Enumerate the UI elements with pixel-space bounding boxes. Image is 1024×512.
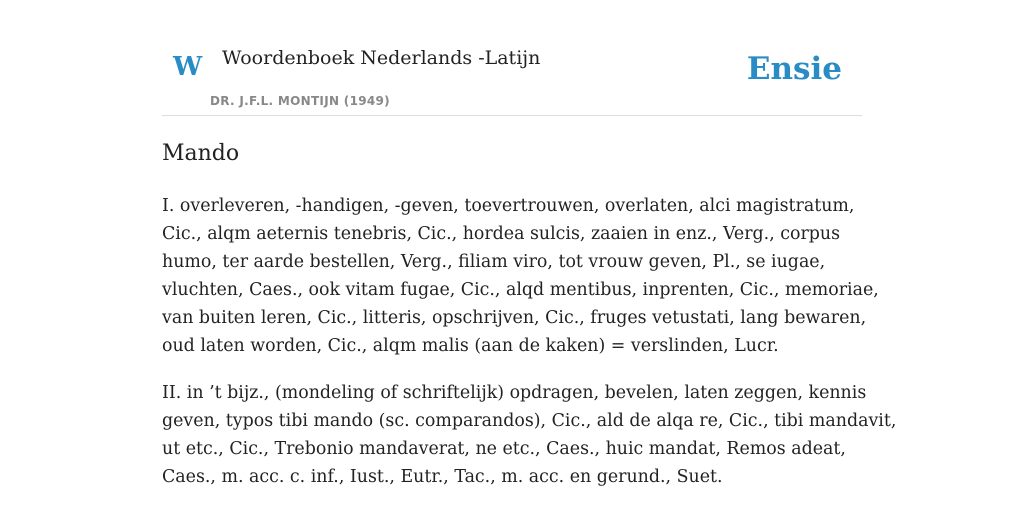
definition-line: I. overleveren, -handigen, -geven, toevertrouwen, overlaten, alci magistratum, [162, 196, 855, 216]
definition-line: II. in ’t bijz., (mondeling of schriftelijk) opdragen, bevelen, laten zeggen, kennis [162, 383, 867, 403]
ensie-brand-logo[interactable]: Ensie [746, 51, 842, 87]
definition-line: geven, typos tibi mando (sc. comparandos), Cic., ald de alqa re, Cic., tibi mandavit, [162, 411, 897, 431]
entry-title: Mando [162, 141, 240, 166]
dictionary-logo-icon[interactable]: W [173, 52, 203, 82]
definition-line: ut etc., Cic., Trebonio mandaverat, ne etc., Caes., huic mandat, Remos adeat, [162, 439, 846, 459]
definition-line: Caes., m. acc. c. inf., Iust., Eutr., Tac., m. acc. en gerund., Suet. [162, 467, 723, 487]
definition-line: oud laten worden, Cic., alqm malis (aan de kaken) = verslinden, Lucr. [162, 336, 779, 356]
dictionary-title[interactable]: Woordenboek Nederlands -Latijn [222, 47, 541, 69]
definition-line: van buiten leren, Cic., litteris, opschrijven, Cic., fruges vetustati, lang bewaren, [162, 308, 867, 328]
dictionary-author: DR. J.F.L. MONTIJN (1949) [210, 94, 390, 108]
definition-line: humo, ter aarde bestellen, Verg., filiam viro, tot vrouw geven, Pl., se iugae, [162, 252, 826, 272]
entry-content [162, 137, 897, 491]
definition-line: Cic., alqm aeternis tenebris, Cic., hordea sulcis, zaaien in enz., Verg., corpus [162, 224, 841, 244]
definition-paragraph-1 [162, 192, 879, 360]
dictionary-header [162, 30, 862, 116]
definition-paragraph-2 [162, 379, 897, 491]
definition-line: vluchten, Caes., ook vitam fugae, Cic., alqd mentibus, inprenten, Cic., memoriae, [162, 280, 879, 300]
